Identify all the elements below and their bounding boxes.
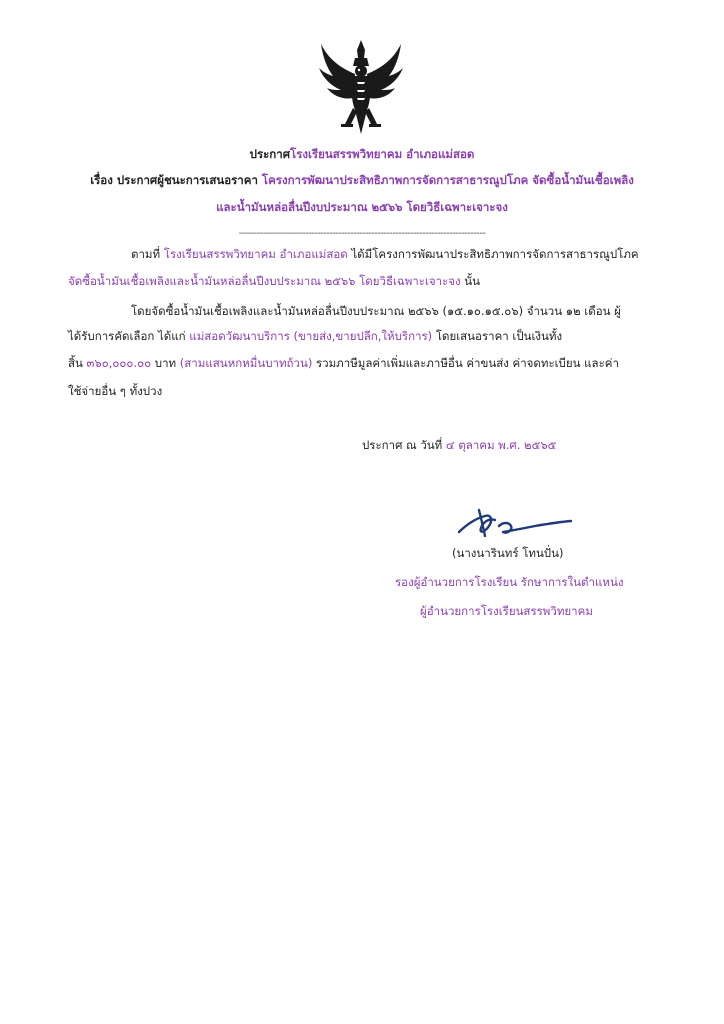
garuda-emblem-icon — [311, 38, 411, 138]
signer-position-2: ผู้อำนวยการโรงเรียนสรรพวิทยาคม — [420, 604, 593, 618]
p2-text-e: สิ้น — [68, 356, 83, 370]
signer-position-1: รองผู้อำนวยการโรงเรียน รักษาการในตำแหน่ง — [395, 575, 624, 589]
p2-vendor: แม่สอดวัฒนาบริการ (ขายส่ง,ขายปลีก,ให้บริการ) — [189, 329, 433, 343]
p2-text-d: โดยเสนอราคา เป็นเงินทั้ง — [435, 329, 563, 343]
announce-date: ๔ ตุลาคม พ.ศ. ๒๕๖๕ — [445, 438, 557, 452]
paragraph-2-line-2 — [68, 328, 562, 344]
subject-prefix: ประกาศผู้ชนะการเสนอราคา — [116, 173, 258, 187]
p2-amount: ๓๖๐,๐๐๐.๐๐ — [86, 356, 152, 370]
divider: ---------------------------------------------------------------------------------- — [238, 228, 486, 239]
paragraph-1-line-2 — [68, 273, 480, 289]
signer-name: (นางนารินทร์ โทนปั่น) — [452, 546, 564, 560]
p1-school: โรงเรียนสรรพวิทยาคม อำเภอแม่สอด — [163, 247, 348, 261]
subject-line-2: และน้ำมันหล่อลื่นปีงบประมาณ ๒๕๖๖ โดยวิธีเฉพาะเจาะจง — [216, 200, 508, 214]
announce-label: ประกาศ ณ วันที่ — [362, 438, 443, 452]
p2-amount-words: (สามแสนหกหมื่นบาทถ้วน) — [179, 356, 313, 370]
p1-project: จัดซื้อน้ำมันเชื้อเพลิงและน้ำมันหล่อลื่นปีงบประมาณ ๒๕๖๖ โดยวิธีเฉพาะเจาะจง — [68, 274, 461, 288]
p1-text-c: ได้มีโครงการพัฒนาประสิทธิภาพการจัดการสาธารณูปโภค — [351, 247, 639, 261]
announcement-title — [0, 146, 724, 162]
announce-date-line — [362, 437, 556, 453]
p2-text-b: ได้รับการคัดเลือก ได้แก่ — [68, 329, 186, 343]
signature-icon — [455, 504, 575, 540]
subject-label: เรื่อง — [90, 173, 113, 187]
p2-text-i: รวมภาษีมูลค่าเพิ่มและภาษีอื่น ค่าขนส่ง ค่าจดทะเบียน และค่า — [315, 356, 619, 370]
p1-text-a: ตามที่ — [131, 247, 161, 261]
paragraph-1-line-1 — [131, 246, 639, 262]
p2-text-g: บาท — [154, 356, 177, 370]
title-prefix: ประกาศ — [249, 147, 291, 161]
paragraph-2-line-1: โดยจัดซื้อน้ำมันเชื้อเพลิงและน้ำมันหล่อลื่นปีงบประมาณ ๒๕๖๖ (๑๕.๑๐.๑๕.๐๖) จำนวน ๑๒ เดือน ผู้ — [131, 304, 621, 318]
subject-line-1 — [0, 172, 724, 188]
subject-project-1: โครงการพัฒนาประสิทธิภาพการจัดการสาธารณูปโภค จัดซื้อน้ำมันเชื้อเพลิง — [261, 173, 634, 187]
paragraph-2-line-4: ใช้จ่ายอื่น ๆ ทั้งปวง — [68, 384, 163, 398]
p1-text-e: นั้น — [464, 274, 480, 288]
title-school: โรงเรียนสรรพวิทยาคม อำเภอแม่สอด — [290, 147, 475, 161]
paragraph-2-line-3 — [68, 355, 619, 371]
